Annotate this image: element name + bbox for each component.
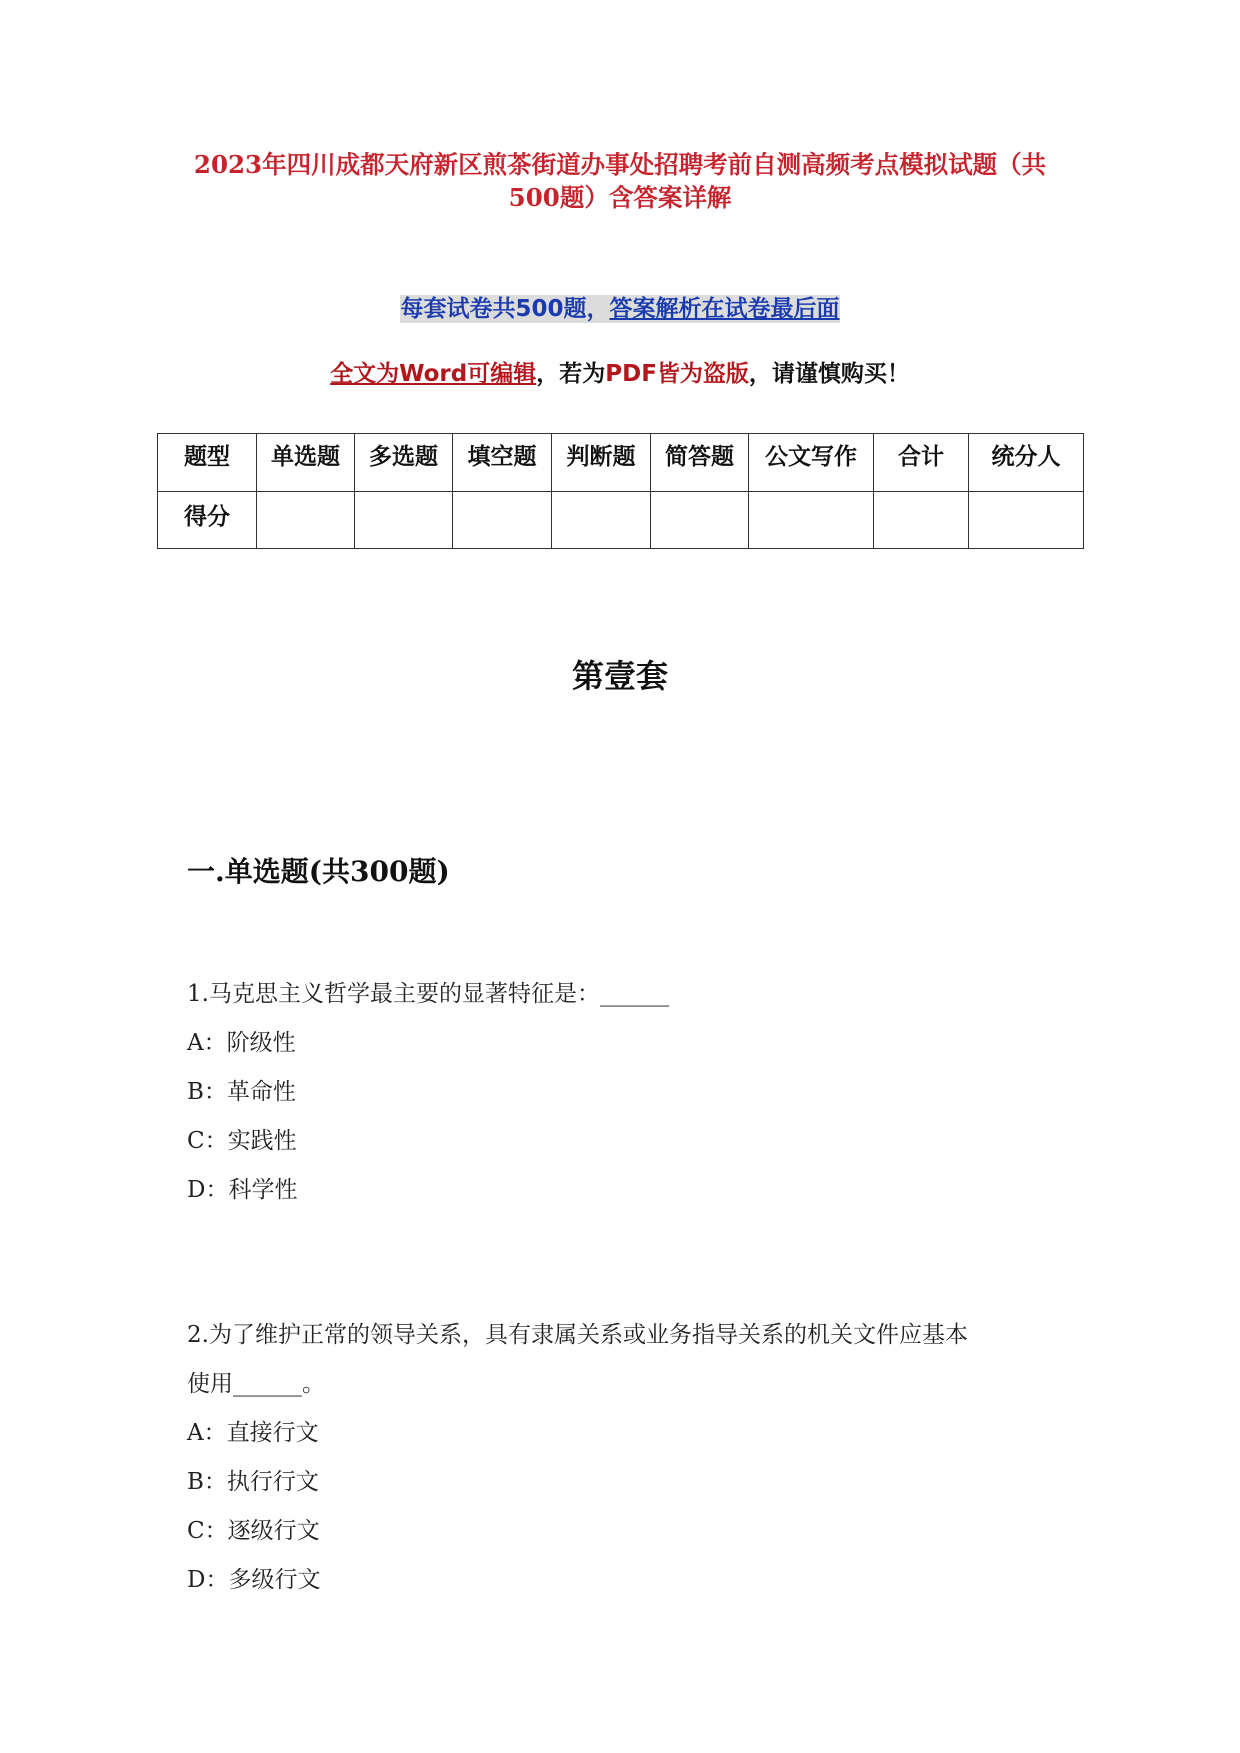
piracy-warning: PDF皆为盗版 [605,361,749,387]
score-cell[interactable] [552,492,651,549]
set-title: 第壹套 [571,657,668,695]
editable-text-1: ，若为 [536,361,606,387]
question-option: C：逐级行文 [187,1518,320,1544]
editable-warning-line [0,357,1240,391]
notice-text: 每套试卷共500题， [400,296,610,322]
header-cell-type: 题型 [158,434,257,492]
score-cell[interactable] [969,492,1084,549]
section-title: 一.单选题(共300题) [187,855,450,888]
question-option: B：执行行文 [187,1469,319,1495]
answer-location-link[interactable]: 答案解析在试卷最后面 [609,296,840,322]
header-cell-total: 合计 [874,434,969,492]
header-cell-single-choice: 单选题 [257,434,355,492]
question-item [187,1311,1067,1605]
score-cell[interactable] [749,492,874,549]
question-option: B：革命性 [187,1079,296,1105]
question-item [187,970,1067,1215]
question-option: D：多级行文 [187,1567,321,1593]
title-line-2: 500题）含答案详解 [508,183,732,212]
question-option: D：科学性 [187,1177,298,1203]
notice-line [0,292,1240,326]
question-stem: 2.为了维护正常的领导关系，具有隶属关系或业务指导关系的机关文件应基本 [187,1322,968,1348]
score-table [157,433,1084,549]
editable-text-2: ，请谨慎购买！ [748,361,910,387]
score-cell[interactable] [453,492,552,549]
editable-word-link[interactable]: 全文为Word可编辑 [330,361,537,387]
score-cell[interactable] [874,492,969,549]
score-cell[interactable] [257,492,355,549]
document-title [140,148,1100,214]
header-cell-short-answer: 简答题 [651,434,749,492]
score-table-score-row [158,492,1084,549]
question-option: C：实践性 [187,1128,297,1154]
question-option: A：直接行文 [187,1420,319,1446]
title-line-1: 2023年四川成都天府新区煎茶街道办事处招聘考前自测高频考点模拟试题（共 [193,150,1047,179]
header-cell-true-false: 判断题 [552,434,651,492]
question-stem-continued: 使用______。 [187,1371,325,1397]
question-option: A：阶级性 [187,1030,296,1056]
header-cell-fill-blank: 填空题 [453,434,552,492]
score-row-label: 得分 [158,492,257,549]
score-cell[interactable] [651,492,749,549]
header-cell-official-writing: 公文写作 [749,434,874,492]
score-cell[interactable] [355,492,453,549]
score-table-header-row [158,434,1084,492]
question-stem: 1.马克思主义哲学最主要的显著特征是：______ [187,981,669,1007]
header-cell-scorer: 统分人 [969,434,1084,492]
header-cell-multi-choice: 多选题 [355,434,453,492]
